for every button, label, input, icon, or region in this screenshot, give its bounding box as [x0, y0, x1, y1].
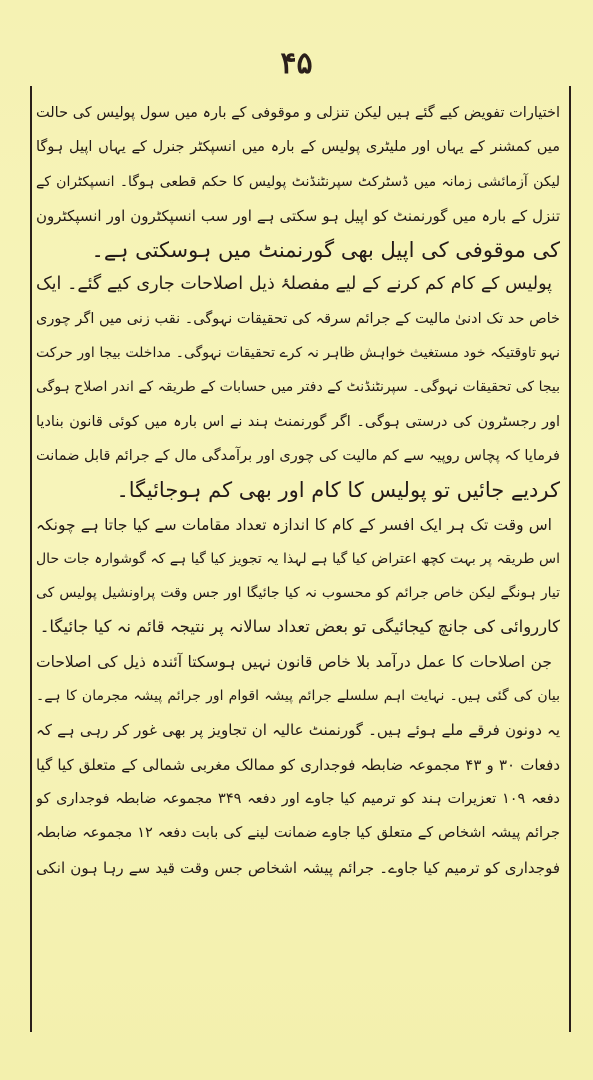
text-line: اختیارات تفویض کیے گئے ہیں لیکن تنزلی و موقوفی کے بارہ میں سول پولیس کی حالت	[36, 105, 560, 121]
text-line: پولیس کے کام کم کرنے کے لیے مفصلۂ ذیل اصلاحات جاری کیے گئے۔ ایک	[36, 274, 552, 295]
text-line: فوجداری کو ترمیم کیا جاوے۔ جرائم پیشہ اشخاص جس وقت قید سے رہا ہون انکی	[36, 858, 560, 877]
right-margin-rule	[569, 86, 571, 1032]
text-line: دفعہ ۱۰۹ تعزیرات ہند کو ترمیم کیا جاوے اور دفعہ ۳۴۹ مجموعہ ضابطہ فوجداری کو	[36, 790, 560, 807]
text-line: تیار ہونگے لیکن خاص جرائم کو محسوب نہ کیا جائیگا اور جس وقت پراونشیل پولیس کی	[36, 585, 560, 602]
left-margin-rule	[30, 86, 32, 1032]
text-line: اس طریقہ پر بہت کچھ اعتراض کیا گیا ہے لہذا یہ تجویز کیا گیا ہے کہ گوشوارہ جات حال	[36, 550, 560, 567]
page-number: ۴۵	[280, 46, 313, 81]
text-line: کی موقوفی کی اپیل بھی گورنمنٹ میں ہوسکتی ہے۔	[91, 238, 560, 263]
text-line: کارروائی کی جانچ کیجائیگی تو بعض تعداد سالانہ پر نتیجہ قائم نہ کیا جائیگا۔	[39, 617, 560, 637]
text-line: یہ دونون فرقے ملے ہوئے ہیں۔ گورنمنٹ عالیہ ان تجاویز پر بھی غور کر رہی ہے کہ	[36, 721, 560, 740]
text-line: اور رجسٹرون کی درستی ہوگی۔ اگر گورنمنٹ ہند نے اس بارہ میں کوئی قانون بنادیا	[36, 413, 560, 430]
text-line: جن اصلاحات کا عمل درآمد بلا خاص قانون نہیں ہوسکتا آئندہ ذیل کی اصلاحات	[36, 652, 552, 671]
text-line: تنزل کے بارہ میں گورنمنٹ کو اپیل ہو سکتی ہے اور سب انسپکٹرون اور انسپکٹرون	[36, 206, 560, 225]
text-line: بیان کی گئی ہیں۔ نہایت اہم سلسلے جرائم پیشہ اقوام اور جرائم پیشہ مجرمان کا ہے۔	[36, 688, 560, 705]
text-line: لیکن آزمائشی زمانہ میں ڈسٹرکٹ سپرنٹنڈنٹ پولیس کا حکم قطعی ہوگا۔ انسپکٹران کے	[36, 173, 560, 190]
text-line: اس وقت تک ہر ایک افسر کے کام کا اندازہ تعداد مقامات سے کیا جاتا ہے چونکہ	[36, 515, 552, 534]
text-line: میں کمشنر کے یہاں اور ملیٹری پولیس کے بارہ میں انسپکٹر جنرل کے یہاں اپیل ہوگا	[36, 139, 560, 156]
text-line: جرائم پیشہ اشخاص کے متعلق کیا جاوے ضمانت لینے کی بابت دفعہ ۱۲ مجموعہ ضابطہ	[36, 825, 560, 842]
urdu-text-body	[36, 96, 560, 885]
text-line: فرمایا کہ پچاس روپیہ سے کم مالیت کی چوری اور برآمدگی مال کے جرائم قابل ضمانت	[36, 447, 560, 464]
text-line: خاص حد تک ادنیٰ مالیت کے جرائم سرقہ کی تحقیقات نہوگی۔ نقب زنی میں اگر چوری	[36, 310, 560, 327]
text-line: بیجا کی تحقیقات نہوگی۔ سپرنٹنڈنٹ کے دفتر میں حسابات کے طریقہ کے اندر اصلاح ہوگی	[36, 379, 560, 396]
text-line: نہو تاوقتیکہ خود مستغیث خواہش ظاہر نہ کرے تحقیقات نہوگی۔ مداخلت بیجا اور حرکت	[36, 345, 560, 362]
text-line: کردیے جائیں تو پولیس کا کام اور بھی کم ہوجائیگا۔	[116, 478, 560, 503]
text-line: دفعات ۳۰ و ۴۳ مجموعہ ضابطہ فوجداری کو ممالک مغربی شمالی کے متعلق کیا گیا	[36, 755, 560, 774]
